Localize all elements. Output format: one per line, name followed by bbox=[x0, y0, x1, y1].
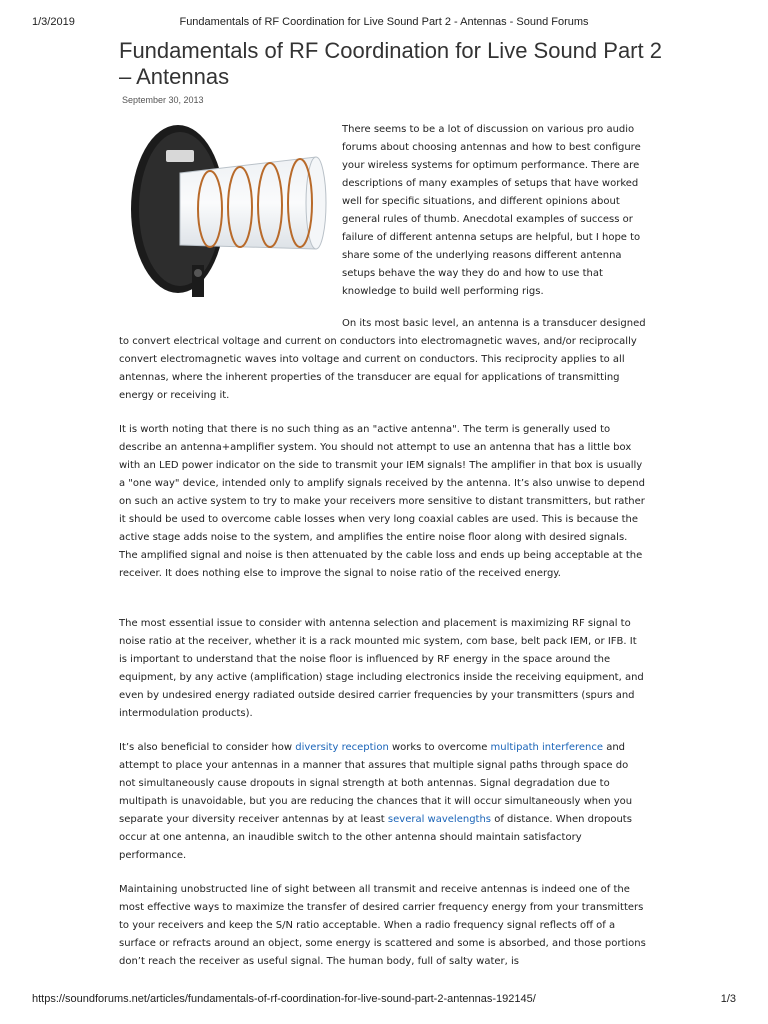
paragraph-signal-to-noise: The most essential issue to consider with antenna selection and placement is maximizing RF signal to noise ratio at the receiver, whether it is a rack mounted mic system, com base, belt pack IEM, or IFB. It is important to understand that the noise floor is influenced by RF energy in the space around the equipment, by any active (amplification) stage including electronics inside the receiving equipment, and even by undesired energy radiated outside desired carrier frequencies by your transmitters (spurs and intermodulation products). bbox=[119, 618, 644, 719]
print-date: 1/3/2019 bbox=[32, 16, 75, 28]
print-page-number: 1/3 bbox=[720, 993, 736, 1005]
diversity-reception-link[interactable]: diversity reception bbox=[295, 742, 389, 753]
print-footer bbox=[32, 993, 736, 1009]
paragraph-antenna-basics: On its most basic level, an antenna is a transducer designed to convert electrical voltage and current on conductors into electromagnetic waves, and/or reciprocally convert electromagnetic waves into voltage and current on conductors. This reciprocity applies to all antennas, where the inherent properties of the transducer are equal for applications of transmitting energy or receiving it. bbox=[119, 318, 646, 401]
print-doc-title: Fundamentals of RF Coordination for Live Sound Part 2 - Antennas - Sound Forums bbox=[179, 16, 589, 28]
paragraph-diversity bbox=[119, 739, 647, 865]
print-url: https://soundforums.net/articles/fundamentals-of-rf-coordination-for-live-sound-part-2-antennas-192145/ bbox=[32, 993, 536, 1005]
paragraph-line-of-sight: Maintaining unobstructed line of sight between all transmit and receive antennas is indeed one of the most effective ways to maximize the transfer of desired carrier frequency energy from your transmitters to your receivers and keep the S/N ratio acceptable. When a radio frequency signal reflects off of a surface or refracts around an object, some energy is scattered and some is absorbed, and those portions don’t reach the receiver as useful signal. The human body, full of salty water, is bbox=[119, 884, 646, 967]
paragraph-intro: There seems to be a lot of discussion on various pro audio forums about choosing antennas and how to best configure your wireless systems for optimum performance. There are descriptions of many examples of setups that have worked well for specific situations, and different opinions about general rules of thumb. Anecdotal examples of success or failure of different antenna setups are helpful, but I hope to share some of the underlying reasons different antenna setups behave the way they do and how to use that knowledge to build well performing rigs. bbox=[342, 124, 641, 297]
helical-antenna-image bbox=[128, 121, 328, 301]
text-run: It’s also beneficial to consider how bbox=[119, 742, 296, 753]
paragraph-active-antenna: It is worth noting that there is no such thing as an "active antenna". The term is generally used to describe an antenna+amplifier system. You should not attempt to use an antenna that has a little box with an LED power indicator on the side to transmit your IEM signals! The amplifier in that box is usually a "one way" device, intended only to amplify signals received by the antenna. It’s also unwise to depend on such an active system to try to make your receivers more sensitive to distant transmitters, but rather it should be used to overcome cable losses when very long coaxial cables are used. This is because the active stage adds noise to the system, and amplifies the entire noise floor along with desired signals. The amplified signal and noise is then attenuated by the cable loss and ends up being acceptable at the receiver. It does nothing else to improve the signal to noise ratio of the received energy. bbox=[119, 424, 645, 579]
article-date: September 30, 2013 bbox=[122, 95, 204, 105]
multipath-interference-link[interactable]: multipath interference bbox=[490, 742, 604, 753]
text-run: and attempt to place your antennas in a manner that assures that multiple signal paths through space do not simultaneously cause dropouts in signal strength at both antennas. Signal degradation due to multipath is unavoidable, but you are reducing the chances that it will occur simultaneously when you separate your diversity receiver antennas by at least bbox=[119, 742, 633, 825]
several-wavelengths-link[interactable]: several wavelengths bbox=[387, 814, 492, 825]
text-run: works to overcome bbox=[388, 742, 491, 753]
text-run: of distance. When dropouts occur at one antenna, an inaudible switch to the other antenna should maintain satisfactory performance. bbox=[119, 814, 632, 861]
print-header bbox=[32, 16, 736, 32]
article-title: Fundamentals of RF Coordination for Live Sound Part 2 – Antennas bbox=[119, 38, 662, 89]
